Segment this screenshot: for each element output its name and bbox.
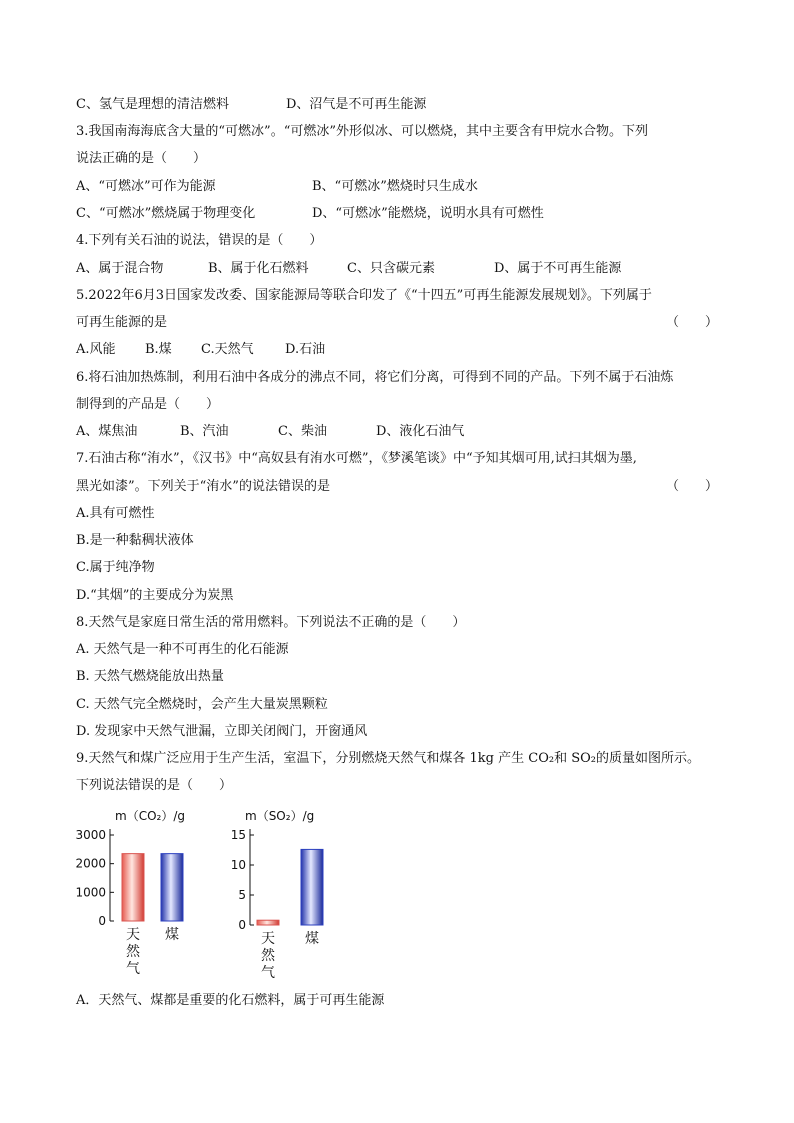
q5-stem-line1: 5.2022年6月3日国家发改委、国家能源局等联合印发了《“十四五”可再生能源发展规划》。下列属于	[76, 288, 652, 303]
q5-stem-line2: 可再生能源的是	[76, 315, 168, 330]
chart-tick-label: 10	[230, 858, 246, 872]
chart-ylabel: m（SO₂）/g	[245, 809, 315, 823]
q7-answer-paren: （ ）	[666, 479, 719, 494]
q6-option-c: C、柴油	[278, 424, 327, 439]
q6-stem-line2: 制得到的产品是（ ）	[76, 397, 220, 412]
q5-answer-paren: （ ）	[666, 315, 719, 330]
q9-option-a: A．天然气、煤都是重要的化石燃料，属于可再生能源	[76, 993, 385, 1008]
q7-option-d: D.“其烟”的主要成分为炭黑	[76, 588, 234, 603]
q6-option-d: D、液化石油气	[376, 424, 465, 439]
q3-option-d: D、“可燃冰”能燃烧，说明水具有可燃性	[312, 206, 544, 221]
q3-option-a: A、“可燃冰”可作为能源	[76, 179, 216, 194]
q4-stem: 4.下列有关石油的说法，错误的是（ ）	[76, 233, 323, 248]
chart-tick-label: 1000	[75, 885, 106, 900]
chart-bar	[161, 854, 183, 921]
q8-option-d: D. 发现家中天然气泄漏，立即关闭阀门，开窗通风	[76, 724, 368, 739]
q4-option-b: B、属于化石燃料	[208, 261, 309, 276]
q5-option-a: A.风能	[76, 342, 116, 357]
q4-option-d: D、属于不可再生能源	[494, 261, 622, 276]
chart-tick-label: 15	[230, 828, 246, 842]
q7-stem-line2: 黑光如漆”。下列关于“洧水”的说法错误的是	[76, 479, 330, 494]
q7-stem-line1: 7.石油古称“洧水”，《汉书》中“高奴县有洧水可燃”，《梦溪笔谈》中“予知其烟可用,试扫其烟为墨,	[76, 451, 637, 466]
chart-bar	[257, 920, 279, 925]
q3-option-c: C、“可燃冰”燃烧属于物理变化	[76, 206, 256, 221]
q7-option-b: B.是一种黏稠状液体	[76, 533, 194, 548]
chart-category-label: 煤	[165, 927, 179, 943]
q8-stem: 8.天然气是家庭日常生活的常用燃料。下列说法不正确的是（ ）	[76, 615, 466, 630]
chart-category-label: 天	[261, 931, 275, 947]
chart-category-label: 然	[126, 944, 140, 960]
chart-tick-label: 3000	[75, 828, 106, 842]
q5-option-c: C.天然气	[201, 342, 254, 357]
q2-option-c: C、氢气是理想的清洁燃料	[76, 97, 229, 112]
q2-option-d: D、沼气是不可再生能源	[286, 97, 427, 112]
q5-option-d: D.石油	[285, 342, 326, 357]
q6-option-b: B、汽油	[180, 424, 229, 439]
q6-option-a: A、煤焦油	[76, 424, 138, 439]
chart-ylabel: m（CO₂）/g	[115, 809, 185, 823]
q9-stem-line1: 9.天然气和煤广泛应用于生产生活，室温下，分别燃烧天然气和煤各 1kg 产生 CO₂和 SO₂的质量如图所示。	[76, 751, 700, 766]
q3-stem-line1: 3.我国南海海底含大量的“可燃冰”。“可燃冰”外形似冰、可以燃烧，其中主要含有甲烷水合物。下列	[76, 124, 648, 139]
chart-bar	[301, 849, 323, 925]
chart-tick-label: 2000	[75, 856, 106, 871]
co2-bar-chart	[70, 800, 220, 985]
q4-option-a: A、属于混合物	[76, 261, 164, 276]
chart-tick-label: 0	[238, 918, 246, 932]
q9-stem-line2: 下列说法错误的是（ ）	[76, 778, 233, 793]
q7-option-c: C.属于纯净物	[76, 560, 155, 575]
q7-option-a: A.具有可燃性	[76, 506, 155, 521]
chart-category-label: 煤	[305, 931, 319, 947]
q3-option-b: B、“可燃冰”燃烧时只生成水	[312, 179, 478, 194]
so2-bar-chart	[220, 800, 350, 985]
chart-category-label: 气	[261, 965, 275, 981]
chart-category-label: 然	[261, 948, 275, 964]
q4-option-c: C、只含碳元素	[347, 261, 435, 276]
chart-category-label: 气	[126, 961, 140, 977]
q6-stem-line1: 6.将石油加热炼制，利用石油中各成分的沸点不同，将它们分离，可得到不同的产品。下列不属于石油炼	[76, 370, 674, 385]
chart-tick-label: 0	[98, 914, 106, 928]
q8-option-c: C. 天然气完全燃烧时，会产生大量炭黑颗粒	[76, 697, 328, 712]
q3-stem-line2: 说法正确的是（ ）	[76, 151, 207, 166]
q8-option-a: A. 天然气是一种不可再生的化石能源	[76, 642, 289, 657]
q5-option-b: B.煤	[145, 342, 172, 357]
chart-bar	[122, 854, 144, 921]
chart-category-label: 天	[126, 927, 140, 943]
chart-tick-label: 5	[238, 888, 246, 902]
q8-option-b: B. 天然气燃烧能放出热量	[76, 669, 224, 684]
